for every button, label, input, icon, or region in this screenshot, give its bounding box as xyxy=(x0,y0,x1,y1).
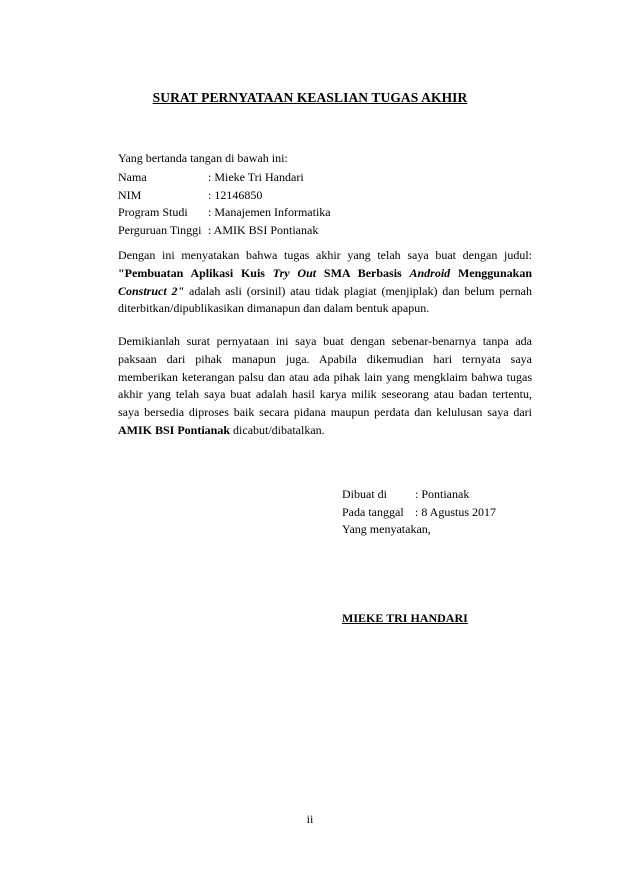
identity-label: Program Studi xyxy=(118,205,188,219)
declaration-ending: dicabut/dibatalkan. xyxy=(230,422,325,437)
identity-value: : AMIK BSI Pontianak xyxy=(208,222,319,237)
statement-lead: Dengan ini menyatakan bahwa tugas akhir yang telah saya buat dengan judul: xyxy=(118,248,532,262)
signatory-name: MIEKE TRI HANDARI xyxy=(342,611,468,625)
signature-place-row xyxy=(342,486,496,504)
identity-value: : Mieke Tri Handari xyxy=(208,170,304,184)
identity-label: NIM xyxy=(118,187,142,202)
page-number: ii xyxy=(306,812,314,826)
thesis-title-part: "Pembuatan Aplikasi Kuis xyxy=(118,265,273,280)
signature-closing-row xyxy=(342,521,496,539)
intro-text: Yang bertanda tangan di bawah ini: xyxy=(118,151,288,165)
identity-row-institution xyxy=(118,222,331,240)
statement-paragraph xyxy=(118,247,532,318)
thesis-title-italic: Android xyxy=(409,265,451,280)
identity-label: Nama xyxy=(118,170,147,184)
place-label: Dibuat di xyxy=(342,487,387,501)
thesis-title-part: SMA Berbasis xyxy=(316,265,410,280)
thesis-title-italic: Construct 2" xyxy=(118,283,185,298)
document-title: SURAT PERNYATAAN KEASLIAN TUGAS AKHIR xyxy=(152,90,468,105)
thesis-title-italic: Try Out xyxy=(272,265,317,280)
institution-name: AMIK BSI Pontianak xyxy=(118,422,231,437)
signature-block xyxy=(342,486,496,539)
identity-row-name xyxy=(118,169,331,187)
identity-value: : 12146850 xyxy=(208,187,263,202)
signature-date-row xyxy=(342,504,496,522)
statement-rest: adalah asli (orsinil) atau tidak plagiat (menjiplak) dan belum pernah diterbitkan/dipublikasikan dimanapun dan dalam bentuk apapun. xyxy=(118,283,532,316)
date-label: Pada tanggal xyxy=(342,504,404,519)
declaration-text: Demikianlah surat pernyataan ini saya buat dengan sebenar-benarnya tanpa ada paksaan dari pihak manapun juga. Apabila dikemudian hari ternyata saya memberikan keterangan palsu dan atau ada pihak lain yang mengklaim bahwa tugas akhir yang telah saya buat adalah hasil karya milik seseorang atau badan tertentu, saya bersedia diproses baik secara pidana maupun perdata dan kelulusan saya dari xyxy=(118,334,532,420)
identity-row-program xyxy=(118,204,331,222)
closing-text: Yang menyatakan, xyxy=(342,522,431,536)
identity-row-nim xyxy=(118,187,331,205)
identity-block xyxy=(118,169,331,239)
thesis-title-part: Menggunakan xyxy=(450,265,532,280)
declaration-paragraph xyxy=(118,333,532,440)
identity-value: : Manajemen Informatika xyxy=(208,205,331,219)
date-value: : 8 Agustus 2017 xyxy=(415,504,497,519)
identity-label: Perguruan Tinggi xyxy=(118,222,202,237)
place-value: : Pontianak xyxy=(415,487,470,501)
